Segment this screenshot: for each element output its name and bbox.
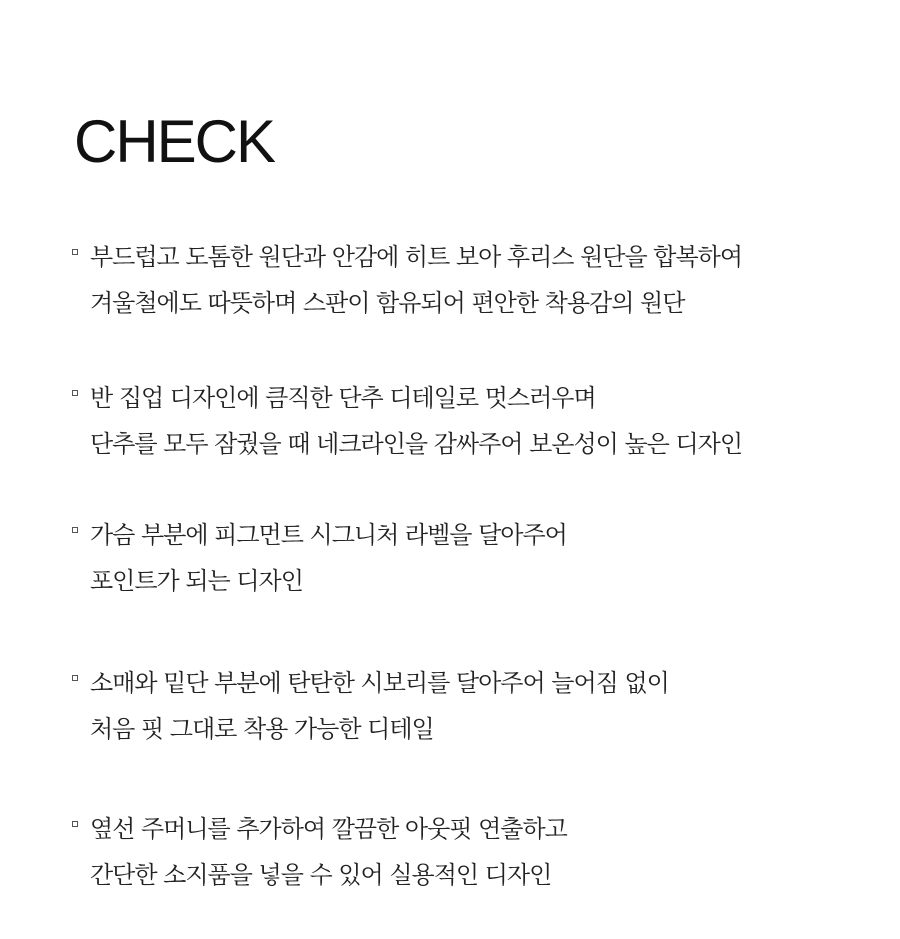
square-bullet-icon [72, 527, 78, 533]
check-item-line: 부드럽고 도톰한 원단과 안감에 히트 보아 후리스 원단을 합복하여 [90, 243, 742, 271]
check-item-line: 처음 핏 그대로 착용 가능한 디테일 [90, 715, 434, 743]
check-item-line: 가슴 부분에 피그먼트 시그니처 라벨을 달아주어 [90, 521, 567, 549]
check-item [70, 234, 870, 326]
page-title: CHECK [74, 108, 275, 175]
check-item [70, 375, 870, 467]
check-item [70, 512, 870, 604]
check-item-line: 간단한 소지품을 넣을 수 있어 실용적인 디자인 [90, 861, 552, 889]
check-item-line: 소매와 밑단 부분에 탄탄한 시보리를 달아주어 늘어짐 없이 [90, 669, 669, 697]
check-item-line: 겨울철에도 따뜻하며 스판이 함유되어 편안한 착용감의 원단 [90, 289, 685, 317]
check-item-line: 옆선 주머니를 추가하여 깔끔한 아웃핏 연출하고 [90, 815, 567, 843]
square-bullet-icon [72, 390, 78, 396]
check-item-line: 포인트가 되는 디자인 [90, 567, 303, 595]
square-bullet-icon [72, 821, 78, 827]
square-bullet-icon [72, 675, 78, 681]
check-item [70, 660, 870, 752]
check-item-line: 반 집업 디자인에 큼직한 단추 디테일로 멋스러우며 [90, 384, 596, 412]
square-bullet-icon [72, 249, 78, 255]
check-item [70, 806, 870, 898]
check-item-line: 단추를 모두 잠궜을 때 네크라인을 감싸주어 보온성이 높은 디자인 [90, 430, 742, 458]
